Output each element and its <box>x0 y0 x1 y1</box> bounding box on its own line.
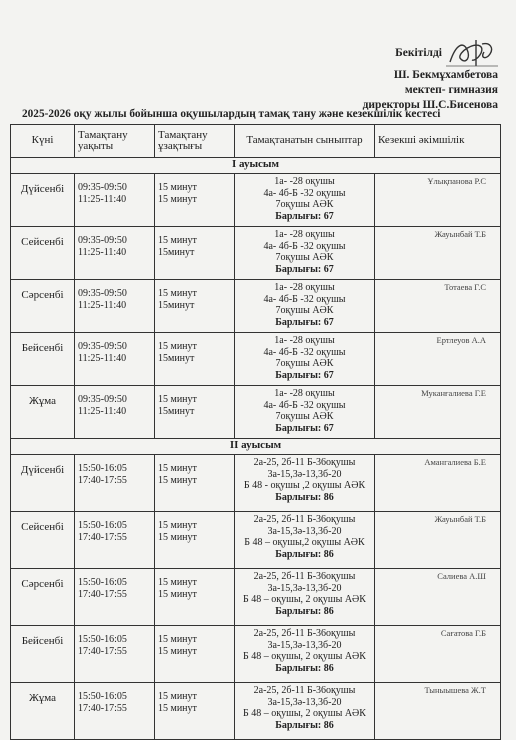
time-first: 15:50-16:05 <box>78 520 127 531</box>
duration-second: 15 минут <box>158 645 197 657</box>
page-title: 2025-2026 оқу жылы бойынша оқушылардың тамақ тану және кезекшілік кестесі <box>22 108 441 120</box>
class-total: Барлығы: 67 <box>275 422 334 434</box>
table-row <box>11 569 501 626</box>
class-line: Б 48 – оқушы, 2 оқушы АӘК <box>243 651 366 662</box>
class-line: Б 48 – оқушы, 2 оқушы АӘК <box>243 594 366 605</box>
duration-first: 15 минут <box>158 520 197 531</box>
time-first: 09:35-09:50 <box>78 235 127 246</box>
class-line: 7оқушы АӘК <box>275 252 334 263</box>
class-line: 1а- -28 оқушы <box>274 229 335 240</box>
class-line: 3а-15,3ә-13,3б-20 <box>267 696 342 708</box>
classes-cell <box>235 569 375 626</box>
duty-cell: Тыныышева Ж.Т <box>375 683 501 740</box>
classes-cell <box>235 512 375 569</box>
classes-cell <box>235 333 375 386</box>
day-cell: Жұма <box>11 386 75 439</box>
duration-cell <box>155 683 235 740</box>
time-second: 11:25-11:40 <box>78 246 127 258</box>
class-line: 4а- 4б-Б -32 оқушы <box>263 346 346 358</box>
class-total: Барлығы: 86 <box>275 662 334 674</box>
class-line: 4а- 4б-Б -32 оқушы <box>263 399 346 411</box>
column-header-duty: Кезекші әкімшілік <box>375 125 501 158</box>
day-cell: Сейсенбі <box>11 512 75 569</box>
duration-second: 15минут <box>158 352 195 364</box>
duty-cell: Жауынбай Т.Б <box>375 512 501 569</box>
duration-first: 15 минут <box>158 394 197 405</box>
class-line: 3а-15,3ә-13,3б-20 <box>267 468 342 480</box>
duty-cell: Тотаева Г.С <box>375 280 501 333</box>
day-cell: Жұма <box>11 683 75 740</box>
class-total: Барлығы: 86 <box>275 719 334 731</box>
time-first: 15:50-16:05 <box>78 634 127 645</box>
time-second: 17:40-17:55 <box>78 474 127 486</box>
time-cell <box>75 333 155 386</box>
duration-second: 15 минут <box>158 474 197 486</box>
duty-cell: Амангалиева Б.Е <box>375 455 501 512</box>
class-total: Барлығы: 67 <box>275 210 334 222</box>
duration-cell <box>155 227 235 280</box>
day-cell: Дүйсенбі <box>11 455 75 512</box>
time-second: 11:25-11:40 <box>78 299 127 311</box>
classes-cell <box>235 386 375 439</box>
duration-cell <box>155 512 235 569</box>
table-row <box>11 386 501 439</box>
class-line: 4а- 4б-Б -32 оқушы <box>263 187 346 199</box>
time-first: 15:50-16:05 <box>78 577 127 588</box>
time-cell <box>75 386 155 439</box>
time-second: 11:25-11:40 <box>78 352 127 364</box>
time-cell <box>75 683 155 740</box>
duty-cell: Салиева А.Ш <box>375 569 501 626</box>
class-line: 2а-25, 2б-11 Б-36оқушы <box>253 628 356 639</box>
day-cell: Дүйсенбі <box>11 174 75 227</box>
time-cell <box>75 227 155 280</box>
duration-first: 15 минут <box>158 691 197 702</box>
time-cell <box>75 455 155 512</box>
classes-cell <box>235 455 375 512</box>
schedule-table <box>10 124 501 740</box>
class-line: 1а- -28 оқушы <box>274 388 335 399</box>
time-cell <box>75 512 155 569</box>
column-header-duration: Тамақтану ұзақтығы <box>155 125 235 158</box>
table-row <box>11 512 501 569</box>
table-row <box>11 227 501 280</box>
table-row <box>11 626 501 683</box>
class-total: Барлығы: 67 <box>275 263 334 275</box>
class-line: 3а-15,3ә-13,3б-20 <box>267 639 342 651</box>
time-cell <box>75 174 155 227</box>
classes-cell <box>235 174 375 227</box>
classes-cell <box>235 626 375 683</box>
time-first: 15:50-16:05 <box>78 691 127 702</box>
class-line: 1а- -28 оқушы <box>274 335 335 346</box>
column-header-day: Күні <box>11 125 75 158</box>
duration-cell <box>155 386 235 439</box>
duration-first: 15 минут <box>158 577 197 588</box>
duty-cell: Ертлеуов А.А <box>375 333 501 386</box>
approve-label: Бекітілді <box>395 46 442 59</box>
director-name: Ш. Бекмұхамбетова <box>393 69 498 81</box>
class-line: 2а-25, 2б-11 Б-36оқушы <box>253 457 356 468</box>
duration-second: 15 минут <box>158 588 197 600</box>
duty-cell: Ұлықпанова Р.С <box>375 174 501 227</box>
class-line: 7оқушы АӘК <box>275 358 334 369</box>
table-row <box>11 455 501 512</box>
table-header-row <box>11 125 501 158</box>
time-first: 09:35-09:50 <box>78 394 127 405</box>
class-line: 7оқушы АӘК <box>275 199 334 210</box>
column-header-time: Тамақтану уақыты <box>75 125 155 158</box>
duration-cell <box>155 174 235 227</box>
day-cell: Бейсенбі <box>11 626 75 683</box>
duration-second: 15минут <box>158 246 195 258</box>
day-cell: Сәрсенбі <box>11 569 75 626</box>
duration-second: 15минут <box>158 299 195 311</box>
class-total: Барлығы: 67 <box>275 316 334 328</box>
time-second: 17:40-17:55 <box>78 702 127 714</box>
time-first: 09:35-09:50 <box>78 288 127 299</box>
table-row <box>11 683 501 740</box>
class-line: 1а- -28 оқушы <box>274 282 335 293</box>
table-row <box>11 174 501 227</box>
time-cell <box>75 569 155 626</box>
time-second: 11:25-11:40 <box>78 405 127 417</box>
class-line: 3а-15,3ә-13,3б-20 <box>267 525 342 537</box>
class-total: Барлығы: 86 <box>275 491 334 503</box>
duty-cell: Сағатова Г.Б <box>375 626 501 683</box>
class-line: 3а-15,3ә-13,3б-20 <box>267 582 342 594</box>
duration-first: 15 минут <box>158 288 197 299</box>
day-cell: Сәрсенбі <box>11 280 75 333</box>
class-line: Б 48 - оқушы ,2 оқушы АӘК <box>243 480 366 491</box>
shift-label-2: II ауысым <box>11 439 501 455</box>
duration-first: 15 минут <box>158 182 197 193</box>
class-line: 4а- 4б-Б -32 оқушы <box>263 240 346 252</box>
school-line: мектеп- гимназия <box>404 84 498 96</box>
class-total: Барлығы: 86 <box>275 605 334 617</box>
duration-cell <box>155 333 235 386</box>
duration-cell <box>155 455 235 512</box>
class-line: 2а-25, 2б-11 Б-36оқушы <box>253 685 356 696</box>
class-line: 1а- -28 оқушы <box>274 176 335 187</box>
signature-icon <box>446 38 498 68</box>
shift-header-2 <box>11 439 501 455</box>
day-cell: Сейсенбі <box>11 227 75 280</box>
class-line: 7оқушы АӘК <box>275 411 334 422</box>
time-second: 17:40-17:55 <box>78 645 127 657</box>
time-second: 17:40-17:55 <box>78 588 127 600</box>
time-first: 09:35-09:50 <box>78 182 127 193</box>
time-second: 17:40-17:55 <box>78 531 127 543</box>
duration-cell <box>155 569 235 626</box>
class-line: 2а-25, 2б-11 Б-36оқушы <box>253 514 356 525</box>
time-cell <box>75 280 155 333</box>
shift-header-1 <box>11 158 501 174</box>
classes-cell <box>235 683 375 740</box>
class-line: Б 48 – оқушы, 2 оқушы АӘК <box>243 708 366 719</box>
approval-block <box>363 38 498 113</box>
duration-first: 15 минут <box>158 463 197 474</box>
duration-cell <box>155 280 235 333</box>
class-line: Б 48 – оқушы,2 оқушы АӘК <box>244 537 365 548</box>
time-second: 11:25-11:40 <box>78 193 127 205</box>
table-row <box>11 333 501 386</box>
duration-first: 15 минут <box>158 634 197 645</box>
time-cell <box>75 626 155 683</box>
table-row <box>11 280 501 333</box>
duty-cell: Жауынбай Т.Б <box>375 227 501 280</box>
duration-cell <box>155 626 235 683</box>
class-total: Барлығы: 67 <box>275 369 334 381</box>
duration-second: 15 минут <box>158 193 197 205</box>
time-first: 15:50-16:05 <box>78 463 127 474</box>
approval-signature-line <box>363 38 498 68</box>
class-line: 4а- 4б-Б -32 оқушы <box>263 293 346 305</box>
duty-cell: Муканғалиева Г.Е <box>375 386 501 439</box>
class-total: Барлығы: 86 <box>275 548 334 560</box>
time-first: 09:35-09:50 <box>78 341 127 352</box>
classes-cell <box>235 280 375 333</box>
classes-cell <box>235 227 375 280</box>
duration-second: 15минут <box>158 405 195 417</box>
director-line: директоры Ш.С.Бисенова <box>362 99 498 111</box>
class-line: 7оқушы АӘК <box>275 305 334 316</box>
day-cell: Бейсенбі <box>11 333 75 386</box>
shift-label-1: I ауысым <box>11 158 501 174</box>
duration-second: 15 минут <box>158 702 197 714</box>
duration-first: 15 минут <box>158 341 197 352</box>
column-header-classes: Тамақтанатын сыныптар <box>235 125 375 158</box>
duration-second: 15 минут <box>158 531 197 543</box>
class-line: 2а-25, 2б-11 Б-36оқушы <box>253 571 356 582</box>
duration-first: 15 минут <box>158 235 197 246</box>
